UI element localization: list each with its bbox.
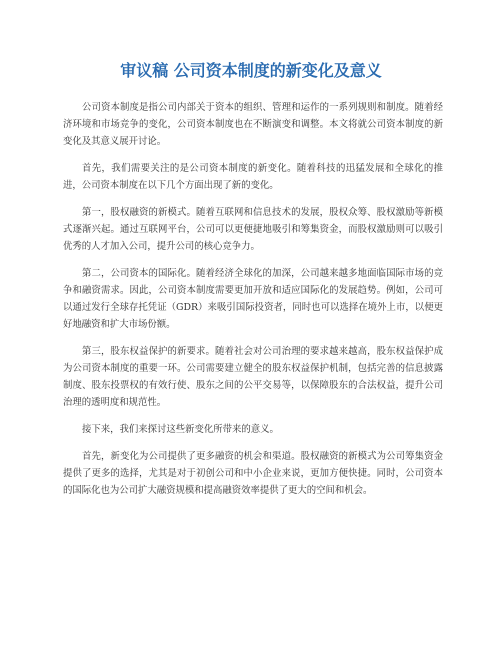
paragraph-financing-opportunities: 首先，新变化为公司提供了更多融资的机会和渠道。股权融资的新模式为公司筹集资金提供了更多的选择，尤其是对于初创公司和中小企业来说，更加方便快捷。同时，公司资本的国际化也为公司扩大融资规模和提高融资效率提供了更大的空间和机会。 xyxy=(63,451,443,496)
paragraph-internationalization: 第二，公司资本的国际化。随着经济全球化的加深，公司越来越多地面临国际市场的竞争和融资需求。因此，公司资本制度需要更加开放和适应国际化的发展趋势。例如，公司可以通过发行全球存托凭证（GDR）来吸引国际投资者，同时也可以选择在境外上市，以便更好地融资和扩大市场份额。 xyxy=(63,268,443,330)
document-body xyxy=(63,99,443,509)
paragraph-intro: 公司资本制度是指公司内部关于资本的组织、管理和运作的一系列规则和制度。随着经济环境和市场竞争的变化，公司资本制度也在不断演变和调整。本文将就公司资本制度的新变化及其意义展开讨论。 xyxy=(63,102,443,147)
paragraph-equity-financing: 第一，股权融资的新模式。随着互联网和信息技术的发展，股权众筹、股权激励等新模式逐渐兴起。通过互联网平台，公司可以更便捷地吸引和筹集资金，而股权激励则可以吸引优秀的人才加入公司，提升公司的核心竞争力。 xyxy=(63,207,443,252)
document-title: 审议稿 公司资本制度的新变化及意义 xyxy=(120,61,382,80)
paragraph-shareholder-protection: 第三，股东权益保护的新要求。随着社会对公司治理的要求越来越高，股东权益保护成为公司资本制度的重要一环。公司需要建立健全的股东权益保护机制，包括完善的信息披露制度、股东投票权的有效行使、股东之间的公平交易等，以保障股东的合法权益，提升公司治理的透明度和规范性。 xyxy=(63,346,443,408)
paragraph-significance-intro: 接下来，我们来探讨这些新变化所带来的意义。 xyxy=(82,424,279,435)
paragraph-new-changes: 首先，我们需要关注的是公司资本制度的新变化。随着科技的迅猛发展和全球化的推进，公司资本制度在以下几个方面出现了新的变化。 xyxy=(63,163,443,191)
